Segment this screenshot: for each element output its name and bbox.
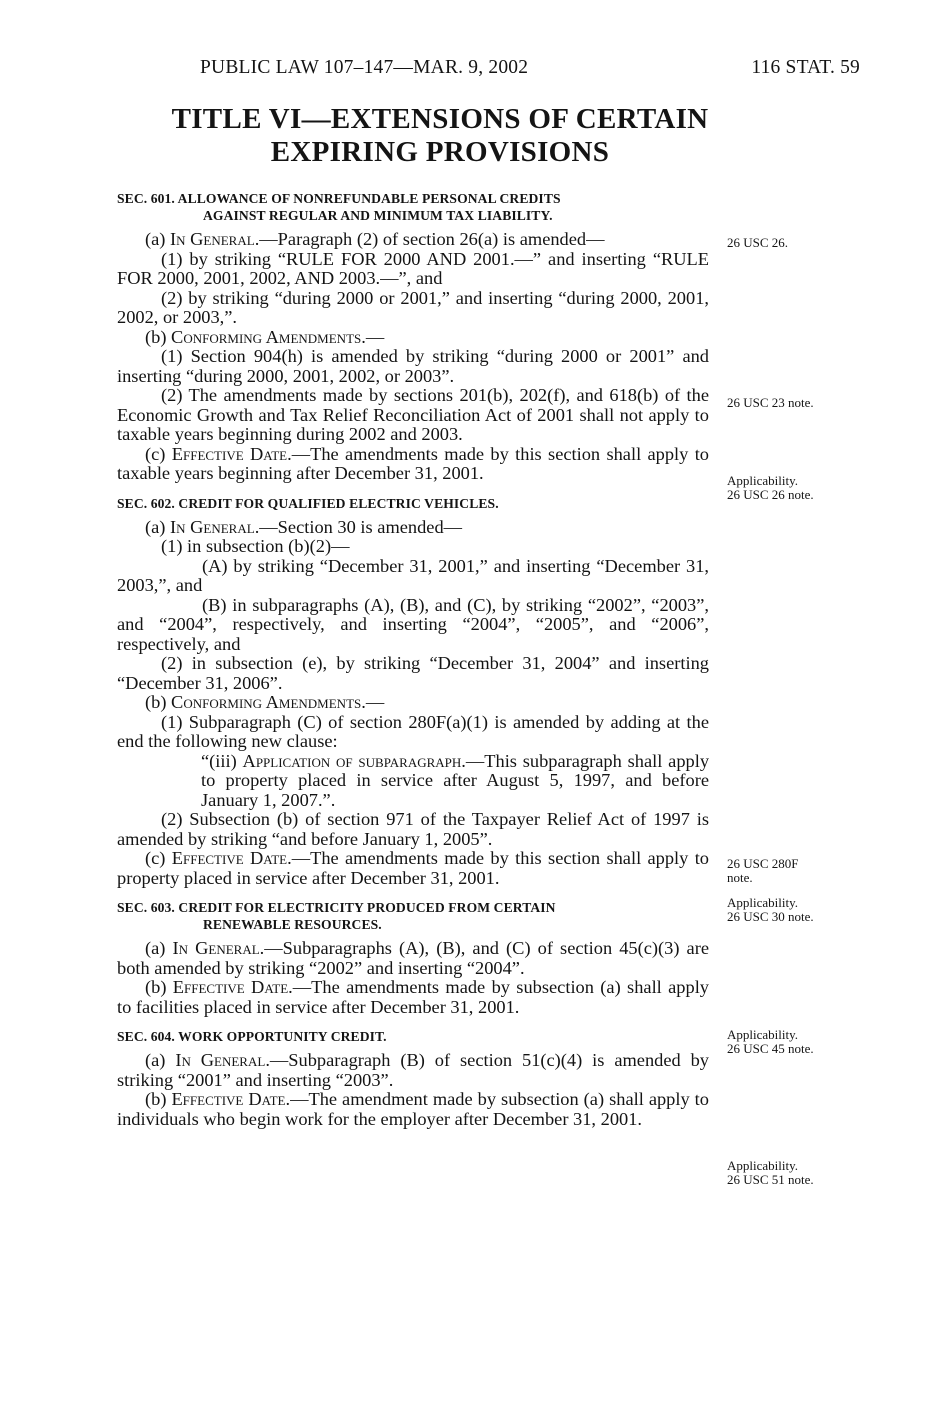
title-line-1: TITLE VI—EXTENSIONS OF CERTAIN <box>171 103 709 135</box>
sec-602-b1-quoted-clause: “(iii) Application of subparagraph.—This subparagraph shall apply to property placed in service after August 5, 1997, and before January 1, 2007.”. <box>201 750 710 810</box>
sec-603-heading-line2: RENEWABLE RESOURCES. <box>203 917 382 932</box>
sec-602-b: (b) Conforming Amendments.— <box>145 692 385 712</box>
sec-601-b: (b) Conforming Amendments.— <box>145 326 385 347</box>
sec-602-a1: (1) in subsection (b)(2)— <box>161 536 350 556</box>
margin-note-sec603-applicability: Applicability. 26 USC 45 note. <box>727 1027 814 1056</box>
title-line-2: EXPIRING PROVISIONS <box>270 136 610 168</box>
sec-601-c: (c) Effective Date.—The amendments made by this section shall apply to taxable years beginning after December 31, 2001. <box>117 443 709 483</box>
margin-note-sec604-applicability: Applicability. 26 USC 51 note. <box>727 1158 814 1187</box>
sec-602-b2: (2) Subsection (b) of section 971 of the Taxpayer Relief Act of 1997 is amended by striking “and before January 1, 2005”. <box>117 809 709 849</box>
sec-602-b1: (1) Subparagraph (C) of section 280F(a)(1) is amended by adding at the end the following new clause: <box>117 711 709 751</box>
sec-604-a: (a) In General.—Subparagraph (B) of section 51(c)(4) is amended by striking “2001” and inserting “2003”. <box>117 1050 710 1090</box>
sec-601-b2: (2) The amendments made by sections 201(b), 202(f), and 618(b) of the Economic Growth and Tax Relief Reconciliation Act of 2001 shall not apply to taxable years beginning during 2002 and 2003. <box>117 385 709 444</box>
sec-601-a2: (2) by striking “during 2000 or 2001,” and inserting “during 2000, 2001, 2002, or 2003,”. <box>117 287 709 327</box>
sec-604-b: (b) Effective Date.—The amendment made by subsection (a) shall apply to individuals who begin work for the employer after December 31, 2001. <box>117 1089 709 1129</box>
sec-601-b1: (1) Section 904(h) is amended by striking “during 2000 or 2001” and inserting “during 2000, 2001, 2002, or 2003”. <box>117 346 709 386</box>
sec-603-heading <box>117 899 709 933</box>
sec-601-heading-line2: AGAINST REGULAR AND MINIMUM TAX LIABILITY. <box>203 208 553 223</box>
sec-602-a1A: (A) by striking “December 31, 2001,” and inserting “December 31, 2003,”, and <box>117 555 709 595</box>
sec-602-a1B: (B) in subparagraphs (A), (B), and (C), by striking “2002”, “2003”, and “2004”, respectively, and inserting “2004”, “2005”, and “2006”, respectively, and <box>117 594 709 654</box>
margin-note-sec602-applicability: Applicability. 26 USC 30 note. <box>727 895 814 924</box>
sec-601-a1: (1) by striking “RULE FOR 2000 AND 2001.—” and inserting “RULE FOR 2000, 2001, 2002, AND 2003.—”, and <box>117 248 709 288</box>
sec-602-heading: SEC. 602. CREDIT FOR QUALIFIED ELECTRIC VEHICLES. <box>117 495 499 511</box>
sec-601-a: (a) In General.—Paragraph (2) of section 26(a) is amended— <box>145 229 605 249</box>
sec-604-heading: SEC. 604. WORK OPPORTUNITY CREDIT. <box>117 1029 387 1044</box>
sec-601-heading-line1: SEC. 601. ALLOWANCE OF NONREFUNDABLE PERSONAL CREDITS <box>117 191 561 206</box>
margin-note-26usc280f: 26 USC 280F note. <box>727 856 799 885</box>
sec-602-a: (a) In General.—Section 30 is amended— <box>145 516 463 537</box>
running-head: PUBLIC LAW 107–147—MAR. 9, 2002 <box>200 57 529 78</box>
sec-603-heading-line1: SEC. 603. CREDIT FOR ELECTRICITY PRODUCED FROM CERTAIN <box>117 900 556 915</box>
sec-602-c: (c) Effective Date.—The amendments made by this section shall apply to property placed in service after December 31, 2001. <box>117 848 709 888</box>
margin-note-26usc26: 26 USC 26. <box>727 235 789 250</box>
margin-note-sec601-applicability: Applicability. 26 USC 26 note. <box>727 473 814 502</box>
sec-603-b: (b) Effective Date.—The amendments made by subsection (a) shall apply to facilities placed in service after December 31, 2001. <box>117 977 709 1017</box>
sec-601-heading <box>117 190 709 224</box>
body-text <box>117 190 709 1129</box>
sec-602-a2: (2) in subsection (e), by striking “December 31, 2004” and inserting “December 31, 2006”. <box>117 653 709 693</box>
margin-note-26usc23: 26 USC 23 note. <box>727 395 814 410</box>
sec-603-a: (a) In General.—Subparagraphs (A), (B), and (C) of section 45(c)(3) are both amended by striking “2002” and inserting “2004”. <box>117 938 709 978</box>
title-heading <box>100 103 780 169</box>
stat-page-ref: 116 STAT. 59 <box>751 57 860 78</box>
